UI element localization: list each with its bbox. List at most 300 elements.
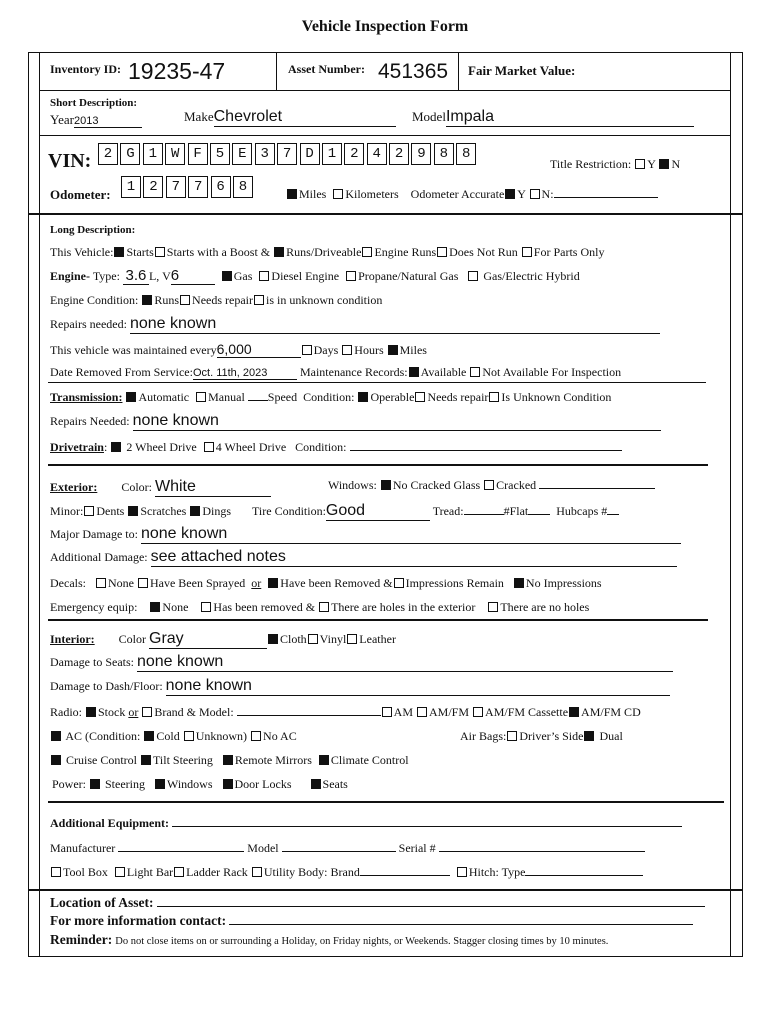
header-col-divider-1 [276, 52, 277, 90]
odometer-digit[interactable]: 1 [121, 176, 141, 198]
drivetrain-condition-field[interactable] [350, 450, 622, 451]
starts-checkbox[interactable] [114, 247, 124, 257]
no-holes-label: There are no holes [500, 600, 590, 614]
title-restriction-label: Title Restriction: [550, 157, 632, 171]
short-divider [39, 135, 731, 136]
flat-field[interactable] [528, 514, 550, 515]
location-field[interactable] [157, 906, 705, 907]
operable-label: Operable [370, 390, 415, 404]
reminder-row [50, 932, 608, 948]
cd-label: AM/FM CD [581, 705, 641, 719]
serial-label: Serial # [398, 841, 436, 855]
cond-unknown-label: is in unknown condition [266, 293, 383, 307]
trans-condition-label: Condition: [303, 390, 355, 404]
exterior-color-value[interactable]: White [155, 478, 271, 497]
inner-border-right [730, 52, 731, 957]
brand-model-label: Brand & Model: [154, 705, 234, 719]
inventory-field [50, 62, 121, 77]
door-locks-checkbox[interactable] [223, 779, 233, 789]
odometer-accurate-label: Odometer Accurate [410, 187, 505, 201]
engine-cylinders[interactable]: 6 [171, 267, 215, 285]
drivetrain-row: Drivetrain: 2 Wheel Drive 4 Wheel Drive Condition: [50, 440, 622, 455]
this-vehicle-label: This Vehicle: [50, 245, 114, 259]
lightbar-label: Light Bar [126, 865, 174, 879]
trans-needs-repair-checkbox[interactable] [415, 392, 425, 402]
radio-or-label: or [128, 705, 139, 719]
automatic-label: Automatic [138, 390, 190, 404]
trans-repairs-row [50, 412, 661, 431]
manual-label: Manual [208, 390, 245, 404]
short-desc-label: Short Description: [50, 97, 138, 109]
stock-label: Stock [98, 705, 126, 719]
hours-checkbox[interactable] [342, 345, 352, 355]
title-n-label: N [671, 157, 681, 171]
operable-checkbox[interactable] [358, 392, 368, 402]
cracked-label: Cracked [496, 478, 537, 492]
climate-label: Climate Control [330, 753, 409, 767]
decals-removed-checkbox[interactable] [268, 578, 278, 588]
model-row [412, 108, 694, 127]
vin-char[interactable]: 8 [434, 143, 454, 165]
not-run-checkbox[interactable] [437, 247, 447, 257]
dents-checkbox[interactable] [84, 506, 94, 516]
hybrid-checkbox[interactable] [468, 271, 478, 281]
interior-color-value[interactable]: Gray [149, 630, 267, 649]
cloth-checkbox[interactable] [268, 634, 278, 644]
vin-boxes [98, 143, 479, 165]
major-damage-label: Major Damage to: [50, 527, 138, 541]
mirrors-checkbox[interactable] [223, 755, 233, 765]
seats-damage-label: Damage to Seats: [50, 655, 134, 669]
power-steering-checkbox[interactable] [90, 779, 100, 789]
sprayed-checkbox[interactable] [138, 578, 148, 588]
toolbox-label: Tool Box [63, 865, 108, 879]
hitch-type-field[interactable] [525, 875, 643, 876]
holes-label: There are holes in the exterior [331, 600, 476, 614]
odometer-digit[interactable]: 7 [166, 176, 186, 198]
title-y-label: Y [647, 157, 656, 171]
cassette-checkbox[interactable] [473, 707, 483, 717]
additional-damage-label: Additional Damage: [50, 550, 148, 564]
vinyl-label: Vinyl [319, 632, 347, 646]
decals-none-checkbox[interactable] [96, 578, 106, 588]
removed-row [50, 365, 621, 380]
vin-char[interactable]: 7 [277, 143, 297, 165]
trans-needs-repair-label: Needs repair [427, 390, 489, 404]
utility-label: Utility Body: Brand [263, 865, 360, 879]
vin-char[interactable]: F [188, 143, 208, 165]
removed-underline [48, 382, 706, 383]
odometer-label: Odometer: [50, 187, 111, 202]
bottom-border [28, 956, 743, 957]
long-box-top [28, 213, 743, 215]
maintenance-label: This vehicle was maintained every [50, 343, 217, 357]
odometer-accurate-n-field[interactable] [554, 197, 658, 198]
make-label: Make [184, 109, 214, 124]
vin-char[interactable]: 3 [255, 143, 275, 165]
gas-checkbox[interactable] [222, 271, 232, 281]
drivetrain-label: Drivetrain [50, 440, 104, 454]
emergency-removed-checkbox[interactable] [201, 602, 211, 612]
radio-row [50, 705, 641, 720]
repairs-label: Repairs needed: [50, 317, 127, 331]
trans-unknown-label: Is Unknown Condition [501, 390, 612, 404]
amfm-checkbox[interactable] [417, 707, 427, 717]
engine-runs-checkbox[interactable] [362, 247, 372, 257]
dash-damage-label: Damage to Dash/Floor: [50, 679, 163, 693]
major-damage-value[interactable]: none known [141, 525, 681, 544]
diesel-checkbox[interactable] [259, 271, 269, 281]
manufacturer-field[interactable] [118, 851, 244, 852]
contact-field[interactable] [229, 924, 693, 925]
major-damage-row [50, 525, 681, 544]
odometer-accurate-n-checkbox[interactable] [530, 189, 540, 199]
ac-unknown-checkbox[interactable] [184, 731, 194, 741]
trans-repairs-value[interactable]: none known [133, 412, 661, 431]
inventory-label: Inventory ID: [50, 62, 121, 76]
cruise-label: Cruise Control [66, 753, 137, 767]
sprayed-label: Have Been Sprayed [149, 576, 246, 590]
dash-damage-value[interactable]: none known [166, 677, 670, 696]
kilometers-label: Kilometers [345, 187, 399, 201]
records-not-available-checkbox[interactable] [470, 367, 480, 377]
vinyl-checkbox[interactable] [308, 634, 318, 644]
serial-field[interactable] [439, 851, 645, 852]
door-locks-label: Door Locks [234, 777, 292, 791]
maintenance-row [50, 341, 427, 358]
hours-label: Hours [354, 343, 384, 357]
emergency-row [50, 600, 589, 615]
dents-label: Dents [96, 504, 125, 518]
vin-char[interactable]: E [232, 143, 252, 165]
additional-damage-value[interactable]: see attached notes [151, 548, 677, 567]
propane-checkbox[interactable] [346, 271, 356, 281]
interior-color-row [50, 630, 396, 649]
inner-border-left [39, 52, 40, 957]
equip-model-label: Model [247, 841, 279, 855]
reminder-text: Do not close items on or surrounding a Holiday, on Friday nights, or Weekends. Stagger closing times by 10 minutes. [115, 936, 609, 947]
ladder-label: Ladder Rack [186, 865, 248, 879]
cracked-checkbox[interactable] [484, 480, 494, 490]
repairs-value[interactable]: none known [130, 315, 660, 334]
power-steering-label: Steering [105, 777, 145, 791]
exterior-divider [48, 464, 708, 466]
speed-label: Speed [267, 390, 298, 404]
mirrors-label: Remote Mirrors [234, 753, 312, 767]
vin-char[interactable]: G [120, 143, 140, 165]
location-label: Location of Asset: [50, 895, 154, 910]
transmission-label: Transmission: [50, 390, 123, 404]
no-impressions-checkbox[interactable] [514, 578, 524, 588]
engine-condition-row [50, 293, 382, 308]
drivetrain-condition-label: Condition: [295, 440, 347, 454]
windows-label: Windows: [328, 478, 377, 492]
engine-row [50, 267, 580, 285]
year-value[interactable]: 2013 [74, 115, 142, 128]
dash-damage-row [50, 677, 670, 696]
contact-label: For more information contact: [50, 913, 227, 928]
utility-checkbox[interactable] [252, 867, 262, 877]
vin-char[interactable]: 1 [143, 143, 163, 165]
automatic-checkbox[interactable] [126, 392, 136, 402]
title-restriction [550, 157, 680, 172]
toolbox-checkbox[interactable] [51, 867, 61, 877]
parts-only-label: For Parts Only [533, 245, 605, 259]
four-wd-label: 4 Wheel Drive [215, 440, 287, 454]
accurate-n-label: N: [541, 187, 554, 201]
vin-char[interactable]: W [165, 143, 185, 165]
days-checkbox[interactable] [302, 345, 312, 355]
trans-repairs-label: Repairs Needed: [50, 414, 130, 428]
parts-only-checkbox[interactable] [522, 247, 532, 257]
odometer-accurate-y-checkbox[interactable] [505, 189, 515, 199]
emergency-label: Emergency equip: [50, 600, 138, 614]
exterior-color-label: Color: [121, 480, 152, 494]
ac-label: AC (Condition: [65, 729, 141, 743]
gas-label: Gas [233, 269, 253, 283]
cond-runs-checkbox[interactable] [142, 295, 152, 305]
hubcaps-field[interactable] [607, 514, 619, 515]
stock-radio-checkbox[interactable] [86, 707, 96, 717]
seats-damage-row [50, 653, 673, 672]
cassette-label: AM/FM Cassette [485, 705, 569, 719]
equipment-divider [48, 801, 724, 803]
dings-checkbox[interactable] [190, 506, 200, 516]
hitch-label: Hitch: Type [468, 865, 526, 879]
asset-label: Asset Number: [288, 62, 365, 76]
kilometers-checkbox[interactable] [333, 189, 343, 199]
interior-label: Interior: [50, 632, 95, 646]
asset-value[interactable]: 451365 [378, 60, 449, 83]
not-run-label: Does Not Run [449, 245, 518, 259]
equipment-options-row [50, 865, 643, 880]
manual-checkbox[interactable] [196, 392, 206, 402]
scratches-checkbox[interactable] [128, 506, 138, 516]
ac-unknown-label: Unknown) [195, 729, 248, 743]
airbags-label: Air Bags: [460, 729, 507, 743]
leather-label: Leather [359, 632, 396, 646]
holes-checkbox[interactable] [319, 602, 329, 612]
make-row [184, 108, 396, 127]
impressions-checkbox[interactable] [394, 578, 404, 588]
runs-checkbox[interactable] [274, 247, 284, 257]
trans-unknown-checkbox[interactable] [489, 392, 499, 402]
hitch-checkbox[interactable] [457, 867, 467, 877]
model-value[interactable]: Impala [446, 108, 694, 127]
cond-runs-label: Runs [154, 293, 180, 307]
driver-airbag-checkbox[interactable] [507, 731, 517, 741]
repairs-row [50, 315, 660, 334]
odometer-units [286, 187, 658, 202]
cracked-field[interactable] [539, 488, 655, 489]
cond-repair-label: Needs repair [192, 293, 253, 307]
this-vehicle-row [50, 245, 604, 260]
manufacturer-row [50, 841, 645, 856]
lightbar-checkbox[interactable] [115, 867, 125, 877]
power-seats-checkbox[interactable] [311, 779, 321, 789]
no-ac-checkbox[interactable] [251, 731, 261, 741]
additional-damage-row [50, 548, 677, 567]
power-label: Power: [52, 777, 86, 791]
tire-value[interactable]: Good [326, 502, 430, 521]
vin-char[interactable]: 5 [210, 143, 230, 165]
power-windows-checkbox[interactable] [155, 779, 165, 789]
odometer-digit[interactable]: 2 [143, 176, 163, 198]
footer-divider [28, 889, 743, 891]
tilt-checkbox[interactable] [141, 755, 151, 765]
top-border [28, 52, 743, 53]
diesel-label: Diesel Engine [271, 269, 340, 283]
engine-runs-label: Engine Runs [374, 245, 437, 259]
decals-row [50, 576, 602, 591]
header-col-divider-2 [458, 52, 459, 90]
interior-color-label: Color [118, 632, 146, 646]
vin-char[interactable]: 2 [389, 143, 409, 165]
records-not-available-label: Not Available For Inspection [482, 365, 622, 379]
ac-row [50, 729, 297, 744]
days-label: Days [313, 343, 339, 357]
am-label: AM [393, 705, 414, 719]
windows-row [328, 478, 655, 493]
decals-none-label: None [107, 576, 134, 590]
exterior-color-row [50, 478, 271, 497]
impressions-label: Impressions Remain [405, 576, 504, 590]
maintenance-interval[interactable]: 6,000 [217, 341, 301, 358]
manufacturer-label: Manufacturer [50, 841, 116, 855]
odometer-digit[interactable]: 6 [211, 176, 231, 198]
records-label: Maintenance Records: [299, 365, 408, 379]
speed-field[interactable] [248, 400, 268, 401]
long-desc-label: Long Description: [50, 224, 136, 236]
equipment-label: Additional Equipment: [50, 816, 170, 830]
maint-miles-checkbox[interactable] [388, 345, 398, 355]
title-restriction-y-checkbox[interactable] [635, 159, 645, 169]
power-windows-label: Windows [167, 777, 213, 791]
power-seats-label: Seats [322, 777, 348, 791]
minor-row [50, 502, 619, 521]
removed-label: Date Removed From Service: [50, 365, 193, 379]
two-wd-checkbox[interactable] [111, 442, 121, 452]
vin-char[interactable]: 8 [456, 143, 476, 165]
brand-model-checkbox[interactable] [142, 707, 152, 717]
airbags-row [460, 729, 623, 744]
seats-damage-value[interactable]: none known [137, 653, 673, 672]
engine-label: Engine- [50, 269, 91, 283]
inventory-value[interactable]: 19235-47 [128, 58, 226, 84]
emergency-none-checkbox[interactable] [150, 602, 160, 612]
model-label: Model [412, 109, 446, 124]
location-row [50, 895, 705, 911]
dual-airbag-label: Dual [599, 729, 623, 743]
four-wd-checkbox[interactable] [204, 442, 214, 452]
form-title: Vehicle Inspection Form [301, 18, 469, 35]
reminder-label: Reminder: [50, 932, 113, 947]
year-label: Year [50, 112, 74, 127]
propane-label: Propane/Natural Gas [358, 269, 459, 283]
decals-removed-label: Have been Removed & [280, 576, 393, 590]
engine-condition-label: Engine Condition: [50, 293, 139, 307]
fmv-label: Fair Market Value: [468, 63, 576, 78]
removed-date[interactable]: Oct. 11th, 2023 [193, 367, 297, 380]
cond-repair-checkbox[interactable] [180, 295, 190, 305]
contact-row [50, 913, 693, 929]
equip-model-field[interactable] [282, 851, 396, 852]
miles-checkbox[interactable] [287, 189, 297, 199]
power-row [52, 777, 348, 792]
odometer-digit[interactable]: 7 [188, 176, 208, 198]
vin-char[interactable]: 2 [98, 143, 118, 165]
header-divider [39, 90, 731, 91]
ac-checkbox[interactable] [51, 731, 61, 741]
make-value[interactable]: Chevrolet [214, 108, 396, 127]
no-cracked-checkbox[interactable] [381, 480, 391, 490]
dings-label: Dings [202, 504, 231, 518]
cond-unknown-checkbox[interactable] [254, 295, 264, 305]
cruise-checkbox[interactable] [51, 755, 61, 765]
scratches-label: Scratches [140, 504, 187, 518]
title-restriction-n-checkbox[interactable] [659, 159, 669, 169]
climate-checkbox[interactable] [319, 755, 329, 765]
boost-label: Starts with a Boost & [166, 245, 271, 259]
am-checkbox[interactable] [382, 707, 392, 717]
starts-label: Starts [126, 245, 154, 259]
radio-label: Radio: [50, 705, 82, 719]
emergency-none-label: None [162, 600, 189, 614]
transmission-row [50, 390, 611, 405]
hubcaps-label: Hubcaps # [556, 504, 608, 518]
records-available-checkbox[interactable] [409, 367, 419, 377]
vin-char[interactable]: D [300, 143, 320, 165]
amfm-label: AM/FM [429, 705, 470, 719]
no-holes-checkbox[interactable] [488, 602, 498, 612]
hybrid-label: Gas/Electric Hybrid [483, 269, 580, 283]
exterior-label: Exterior: [50, 480, 98, 494]
utility-brand-field[interactable] [360, 875, 450, 876]
dual-airbag-checkbox[interactable] [584, 731, 594, 741]
cold-checkbox[interactable] [144, 731, 154, 741]
tread-field[interactable] [464, 514, 504, 515]
no-cracked-label: No Cracked Glass [392, 478, 481, 492]
flat-label: #Flat [503, 504, 529, 518]
minor-label: Minor: [50, 504, 84, 518]
odometer-digit[interactable]: 8 [233, 176, 253, 198]
miles-label: Miles [299, 187, 327, 201]
outer-border-right [742, 52, 743, 957]
two-wd-label: 2 Wheel Drive [126, 440, 197, 454]
interior-divider [48, 619, 708, 621]
ladder-checkbox[interactable] [174, 867, 184, 877]
engine-liters[interactable]: 3.6 [123, 267, 149, 285]
vin-char[interactable]: 4 [367, 143, 387, 165]
tire-label: Tire Condition: [252, 504, 326, 518]
boost-checkbox[interactable] [155, 247, 165, 257]
accurate-y-label: Y [517, 187, 526, 201]
vin-char[interactable]: 2 [344, 143, 364, 165]
odometer-boxes [121, 176, 255, 198]
no-impressions-label: No Impressions [525, 576, 602, 590]
vin-char[interactable]: 1 [322, 143, 342, 165]
brand-model-field[interactable] [237, 715, 381, 716]
runs-label: Runs/Driveable [286, 245, 362, 259]
leather-checkbox[interactable] [347, 634, 357, 644]
equipment-field[interactable] [172, 826, 682, 827]
cloth-label: Cloth [280, 632, 307, 646]
cold-label: Cold [156, 729, 180, 743]
emergency-removed-label: Has been removed & [213, 600, 316, 614]
vin-char[interactable]: 9 [411, 143, 431, 165]
cd-checkbox[interactable] [569, 707, 579, 717]
year-row [50, 112, 142, 128]
